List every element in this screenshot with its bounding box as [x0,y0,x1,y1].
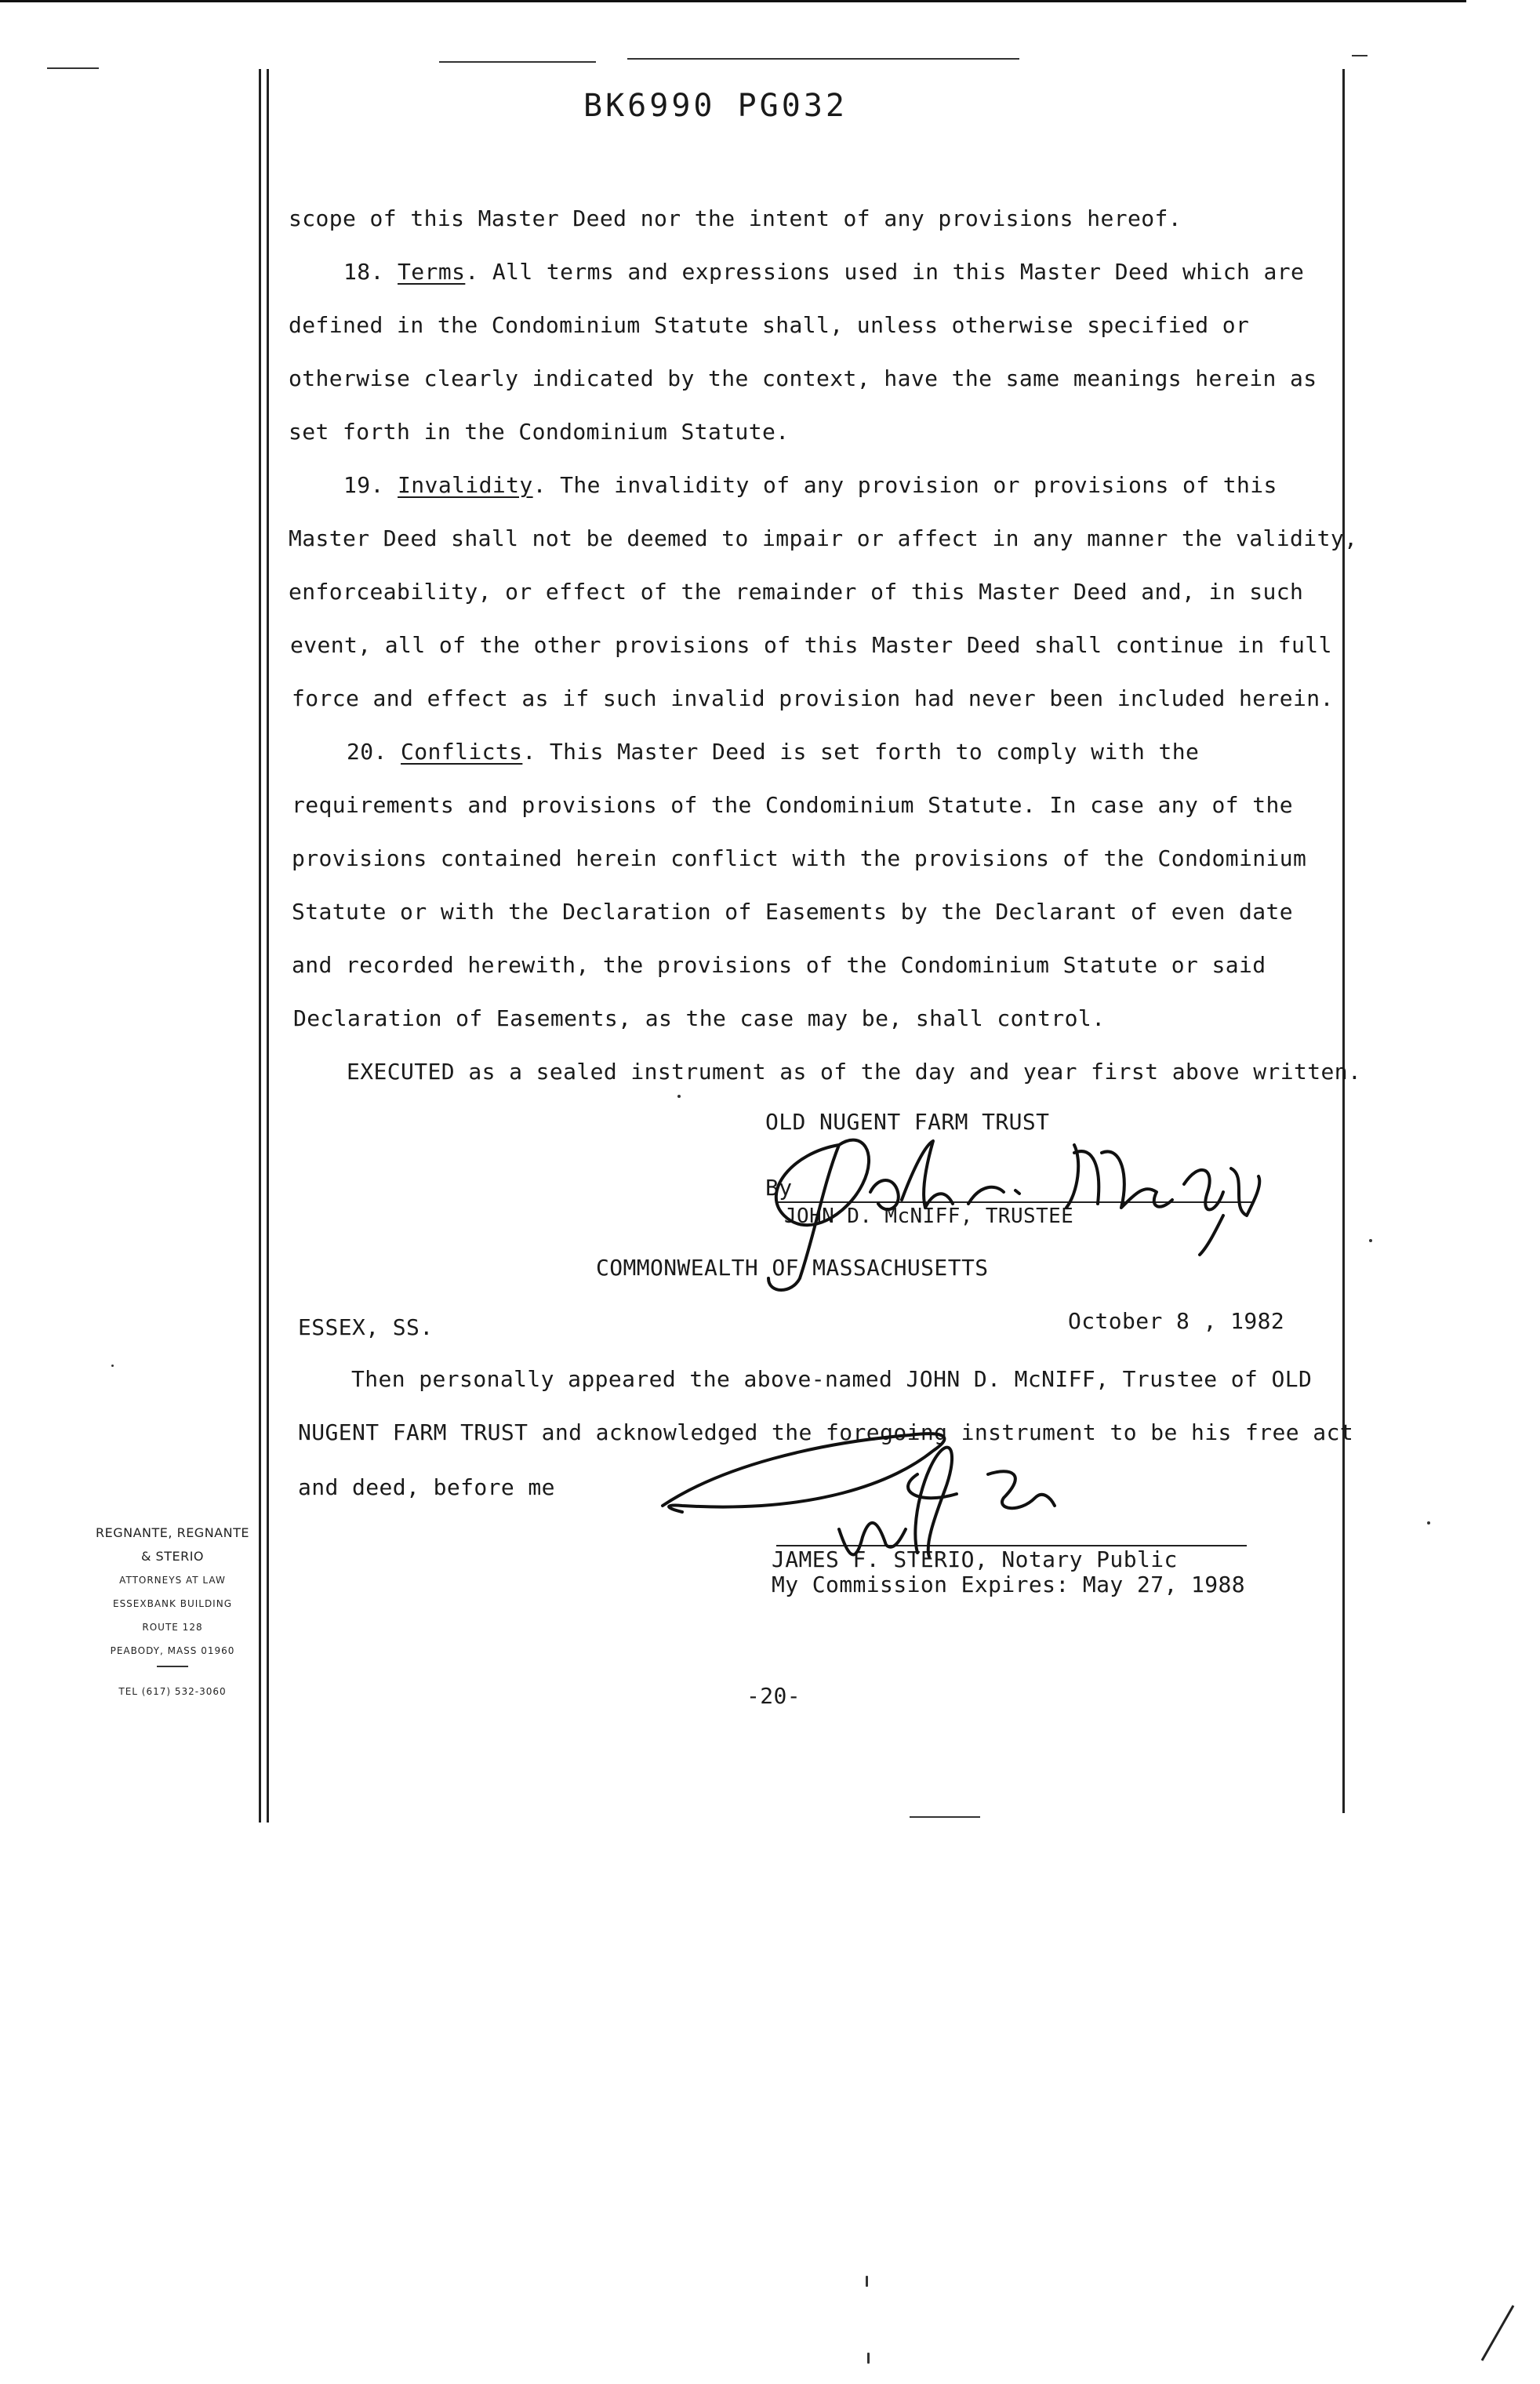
page-number: -20- [746,1683,801,1709]
corner-mark [1474,2298,1521,2368]
trust-entity-name: OLD NUGENT FARM TRUST [765,1109,1050,1135]
firm-name-line-2: & STERIO [140,1549,205,1564]
section-20-line-6: Declaration of Easements, as the case may be, shall control. [293,1005,1106,1031]
section-18-line-1: . All terms and expressions used in this Master Deed which are [465,259,1305,285]
book-page-stamp: BK6990 PG032 [583,88,848,124]
firm-city: PEABODY, MASS 01960 [110,1645,235,1656]
commonwealth-heading: COMMONWEALTH OF MASSACHUSETTS [596,1255,989,1281]
top-dash-center-2 [627,58,1019,60]
scan-speck [867,2353,870,2364]
firm-divider [157,1666,188,1667]
section-18-heading: Terms [398,259,466,285]
firm-name-line-1: REGNANTE, REGNANTE [96,1525,249,1540]
scan-speck [866,2276,868,2287]
section-19-heading: Invalidity [398,472,533,498]
section-19-line-2: Master Deed shall not be deemed to impair or affect in any manner the validity, [289,525,1358,551]
executed-clause: EXECUTED as a sealed instrument as of the day and year first above written. [347,1059,1362,1085]
firm-building: ESSEXBANK BUILDING [112,1598,232,1609]
section-18-line-2: defined in the Condominium Statute shall, unless otherwise specified or [289,312,1250,338]
section-20-number: 20. [347,739,387,765]
section-19-line-1: . The invalidity of any provision or provisions of this [532,472,1277,498]
section-18-first-line [343,259,1304,285]
section-20-line-4: Statute or with the Declaration of Easements by the Declarant of even date [292,899,1294,925]
ack-line-1: Then personally appeared the above-named JOHN D. McNIFF, Trustee of OLD [351,1366,1313,1392]
section-20-first-line [347,739,1199,765]
ack-date [1068,1308,1284,1335]
notary-signature [659,1419,1066,1576]
section-19-first-line [343,472,1277,499]
scan-speck [1369,1239,1372,1242]
scan-speck [677,1095,681,1098]
top-rule [0,0,1466,2]
ack-date-month: October 8 [1068,1308,1190,1334]
firm-route: ROUTE 128 [142,1622,203,1633]
bottom-dash [910,1816,980,1818]
right-margin-rule [1342,69,1345,1813]
top-dash-center [439,61,596,63]
ack-date-year: , 1982 [1203,1308,1285,1334]
section-20-heading: Conflicts [401,739,523,765]
firm-telephone: TEL (617) 532-3060 [118,1686,227,1697]
section-18-line-3: otherwise clearly indicated by the context, have the same meanings herein as [289,365,1317,391]
section-18-line-4: set forth in the Condominium Statute. [289,419,790,445]
notary-name: JAMES F. STERIO, Notary Public [772,1546,1178,1572]
firm-title: ATTORNEYS AT LAW [119,1575,226,1586]
scan-speck [111,1365,114,1367]
ack-line-2: NUGENT FARM TRUST and acknowledged the foregoing instrument to be his free act [298,1419,1354,1445]
section-19-number: 19. [343,472,384,498]
section-20-line-1: . This Master Deed is set forth to comply with the [522,739,1200,765]
section-19-line-3: enforceability, or effect of the remainder of this Master Deed and, in such [289,579,1304,605]
section-20-line-5: and recorded herewith, the provisions of the Condominium Statute or said [292,952,1266,978]
by-label: By [765,1175,793,1201]
commission-expiry: My Commission Expires: May 27, 1988 [772,1572,1246,1597]
law-firm-block [71,1521,274,1703]
section-20-line-3: provisions contained herein conflict with the provisions of the Condominium [292,845,1307,871]
top-dash-right [1352,55,1367,56]
section-20-line-2: requirements and provisions of the Condominium Statute. In case any of the [292,792,1294,818]
trustee-name: JOHN D. McNIFF, TRUSTEE [784,1205,1074,1228]
section-18-number: 18. [343,259,384,285]
county: ESSEX, SS. [298,1314,434,1340]
ack-line-3: and deed, before me [298,1474,555,1500]
scan-speck [1427,1521,1430,1525]
section-19-line-4: event, all of the other provisions of this Master Deed shall continue in full [290,632,1332,658]
continuation-line: scope of this Master Deed nor the intent of any provisions hereof. [289,205,1182,231]
section-19-line-5: force and effect as if such invalid provision had never been included herein. [292,685,1334,711]
top-dash-left [47,67,99,69]
